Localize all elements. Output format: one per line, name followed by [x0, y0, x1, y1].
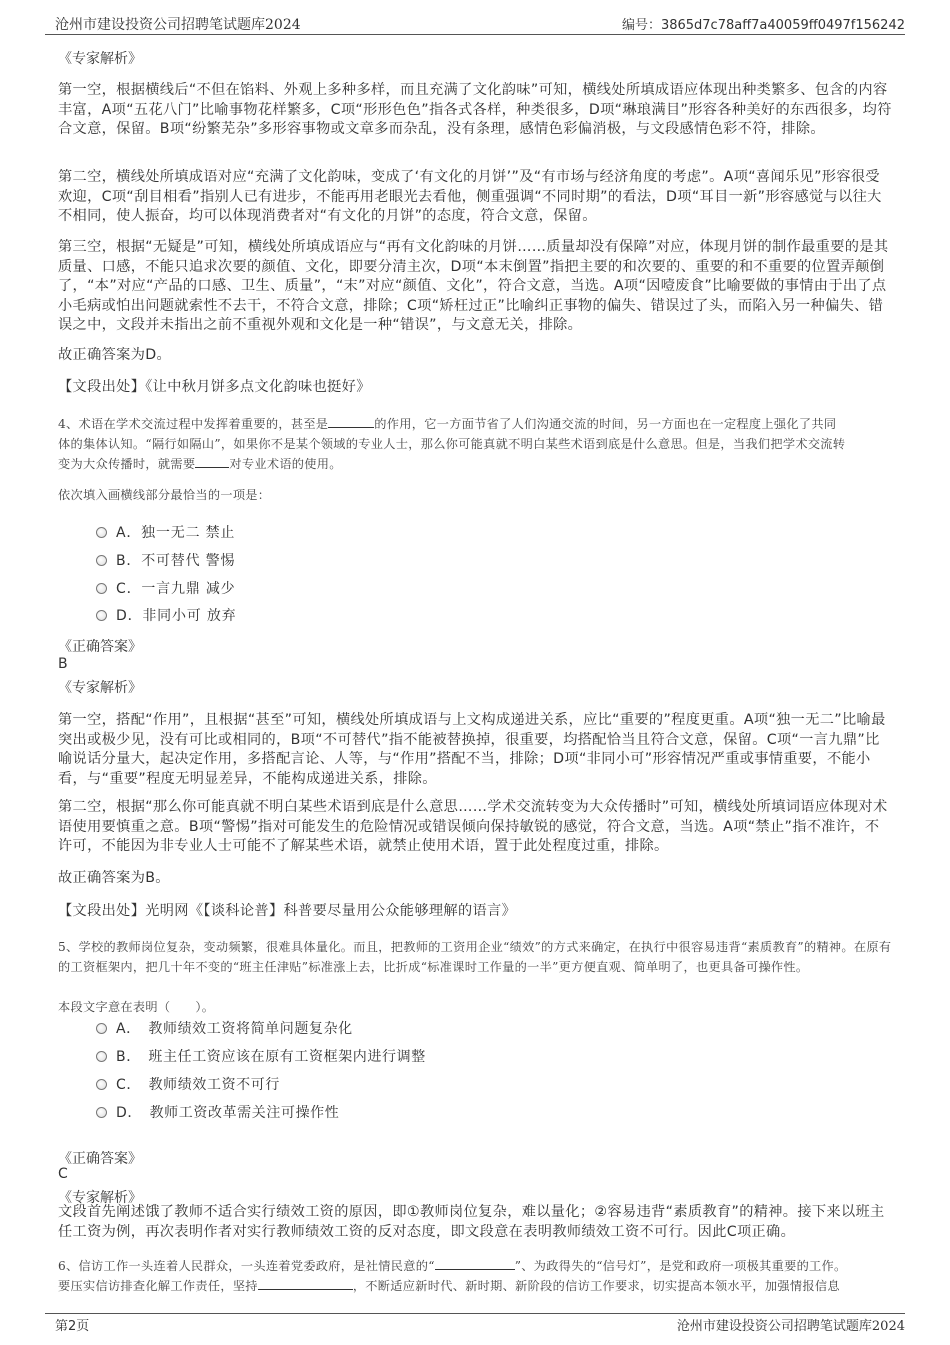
q5-option-d[interactable]: [96, 1104, 339, 1122]
q3-source: 【文段出处】《让中秋月饼多点文化韵味也挺好》: [58, 379, 371, 395]
q4-option-b[interactable]: [96, 552, 235, 570]
q4-expert-label: 《专家解析》: [58, 680, 142, 696]
radio-icon[interactable]: [96, 1079, 107, 1090]
q4-stem-part: 变为大众传播时，就需要: [58, 457, 196, 471]
q5-option-c[interactable]: [96, 1076, 280, 1094]
q4-answer-label: 《正确答案》: [58, 639, 142, 655]
footer-divider: [45, 1313, 905, 1314]
option-label: C． 教师绩效工资不可行: [116, 1077, 280, 1093]
option-label: C．一言九鼎 减少: [116, 581, 236, 597]
option-label: B．不可替代 警惕: [116, 553, 236, 569]
q4-stem: [58, 414, 893, 474]
radio-icon[interactable]: [96, 1107, 107, 1118]
q3-analysis-para3: 第三空，根据“无疑是”可知，横线处所填成语应与“再有文化韵味的月饼……质量却没有保障”对应，体现月饼的制作最重要的是其质量、口感，不能只追求次要的颜值、文化，即要分清主次，D项“本末倒置”指把主要的和次要的、重要的和不重要的位置弄颠倒了，“本”对应“产品的口感、卫生、质量”，“末”对应“颜值、文化”，符合文意，当选。A项“因噎废食”比喻要做的事情由于出了点小毛病或怕出问题就索性不去干，不符合文意，排除；C项“矫枉过正”比喻纠正事物的偏失、错误过了头，而陷入另一种偏失、错误之中，文段并未指出之前不重视外观和文化是一种“错误”，与文意无关，排除。: [58, 239, 889, 334]
q4-stem-part: 的作用，它一方面节省了人们沟通交流的时间，另一方面也在一定程度上强化了共同: [374, 417, 837, 431]
q4-option-d[interactable]: [96, 607, 236, 625]
radio-icon[interactable]: [96, 555, 107, 566]
blank-line: [435, 1257, 515, 1270]
q3-conclusion: 故正确答案为D。: [58, 347, 172, 363]
q4-option-a[interactable]: [96, 524, 235, 542]
blank-line: [328, 415, 374, 428]
blank-line: [195, 455, 229, 468]
q4-analysis-para1: 第一空，搭配“作用”，且根据“甚至”可知，横线处所填成语与上文构成递进关系，应比“重要的”程度更重。A项“独一无二”比喻最突出或极少见，没有可比或相同的，B项“不可替代”指不能被替换掉，很重要，均搭配恰当且符合文意，保留。C项“一言九鼎”比喻说话分量大，起决定作用，多搭配言论、人等，与“作用”搭配不当，排除；D项“非同小可”形容情况严重或事情重要，不能小看，与“重要”程度无明显差异，不能构成递进关系，排除。: [58, 712, 886, 787]
q5-option-a[interactable]: [96, 1020, 353, 1038]
q6-stem-part: ，不断适应新时代、新时期、新阶段的信访工作要求，切实提高本领水平，加强情报信息: [352, 1279, 840, 1293]
page-header: [0, 0, 950, 34]
option-label: A．独一无二 禁止: [116, 525, 236, 541]
radio-icon[interactable]: [96, 527, 107, 538]
option-label: D． 教师工资改革需关注可操作性: [116, 1105, 340, 1121]
q6-stem-part: 要压实信访排查化解工作责任，坚持: [58, 1279, 258, 1293]
q5-prompt: 本段文字意在表明（ ）。: [58, 1000, 215, 1014]
q5-stem: 5、学校的教师岗位复杂，变动频繁，很难具体量化。而且，把教师的工资用企业“绩效”的方式来确定，在执行中很容易违背“素质教育”的精神。在原有的工资框架内，把几十年不变的“班主任津贴”标准涨上去，比折成“标准课时工作量的一半”更方便直观、简单明了，也更具备可操作性。: [58, 940, 892, 974]
q4-stem-part: 对专业术语的使用。: [229, 457, 342, 471]
radio-icon[interactable]: [96, 1023, 107, 1034]
q4-analysis-para2: 第二空，根据“那么你可能真就不明白某些术语到底是什么意思……学术交流转变为大众传播时”可知，横线处所填词语应体现对术语使用要慎重之意。B项“警惕”指对可能发生的危险情况或错误倾向保持敏锐的感觉，符合文意，当选。A项“禁止”指不准许，不许可，不能因为非专业人士可能不了解某些术语，就禁止使用术语，置于此处程度过重，排除。: [58, 799, 888, 855]
radio-icon[interactable]: [96, 583, 107, 594]
q4-prompt: 依次填入画横线部分最恰当的一项是：: [58, 488, 271, 502]
q5-expert-label: 《专家解析》: [58, 1190, 142, 1206]
q5-analysis: 文段首先阐述饿了教师不适合实行绩效工资的原因，即①教师岗位复杂，难以量化；②容易违背“素质教育”的精神。接下来以班主任工资为例，再次表明作者对实行教师绩效工资的反对态度，即文段意在表明教师绩效工资不可行。因此C项正确。: [58, 1204, 885, 1240]
q6-stem: [58, 1256, 893, 1296]
footer-title: 沧州市建设投资公司招聘笔试题库2024: [676, 1319, 905, 1334]
header-doc-id: 编号：3865d7c78aff7a40059ff0497f156242: [621, 18, 905, 33]
blank-line: [258, 1277, 353, 1290]
q6-stem-part: 6、信访工作一头连着人民群众，一头连着党委政府，是社情民意的“: [58, 1259, 435, 1273]
q5-option-b[interactable]: [96, 1048, 426, 1066]
option-label: B． 班主任工资应该在原有工资框架内进行调整: [116, 1049, 426, 1065]
footer-page-number: 第2页: [55, 1319, 90, 1334]
radio-icon[interactable]: [96, 1051, 107, 1062]
header-title: 沧州市建设投资公司招聘笔试题库2024: [55, 17, 301, 33]
q3-analysis-para2: 第二空，横线处所填成语对应“充满了文化韵味，变成了‘有文化的月饼’”及“有市场与经济角度的考虑”。A项“喜闻乐见”形容很受欢迎，C项“刮目相看”指别人已有进步，不能再用老眼光去看他，侧重强调“不同时期”的看法，D项“耳目一新”形容感觉与以往大不相同，使人振奋，均可以体现消费者对“有文化的月饼”的态度，符合文意，保留。: [58, 169, 882, 225]
header-divider: [45, 34, 905, 35]
q4-stem-part: 4、术语在学术交流过程中发挥着重要的，甚至是: [58, 417, 329, 431]
q4-answer: B: [58, 656, 68, 672]
q4-stem-part: 体的集体认知。“隔行如隔山”，如果你不是某个领域的专业人士，那么你可能真就不明白某些术语到底是什么意思。但是，当我们把学术交流转: [58, 437, 846, 451]
q4-source: 【文段出处】光明网《【谈科论普】科普要尽量用公众能够理解的语言》: [58, 903, 517, 919]
q3-analysis-para1: 第一空，根据横线后“不但在馅料、外观上多种多样，而且充满了文化韵味”可知，横线处所填成语应体现出种类繁多、包含的内容丰富，A项“五花八门”比喻事物花样繁多，C项“形形色色”指各式各样，种类很多，D项“琳琅满目”形容各种美好的东西很多，均符合文意，保留。B项“纷繁芜杂”多形容事物或文章多而杂乱，没有条理，感情色彩偏消极，与文段感情色彩不符，排除。: [58, 82, 892, 138]
radio-icon[interactable]: [96, 610, 107, 621]
q5-answer-label: 《正确答案》: [58, 1151, 142, 1167]
q4-option-c[interactable]: [96, 580, 235, 598]
option-label: A． 教师绩效工资将简单问题复杂化: [116, 1021, 353, 1037]
q3-expert-label: 《专家解析》: [58, 51, 142, 67]
option-label: D．非同小可 放弃: [116, 608, 237, 624]
q6-stem-part: ”、为政得失的“信号灯”，是党和政府一项极其重要的工作。: [514, 1259, 847, 1273]
q4-conclusion: 故正确答案为B。: [58, 870, 170, 886]
q5-answer: C: [58, 1166, 68, 1182]
